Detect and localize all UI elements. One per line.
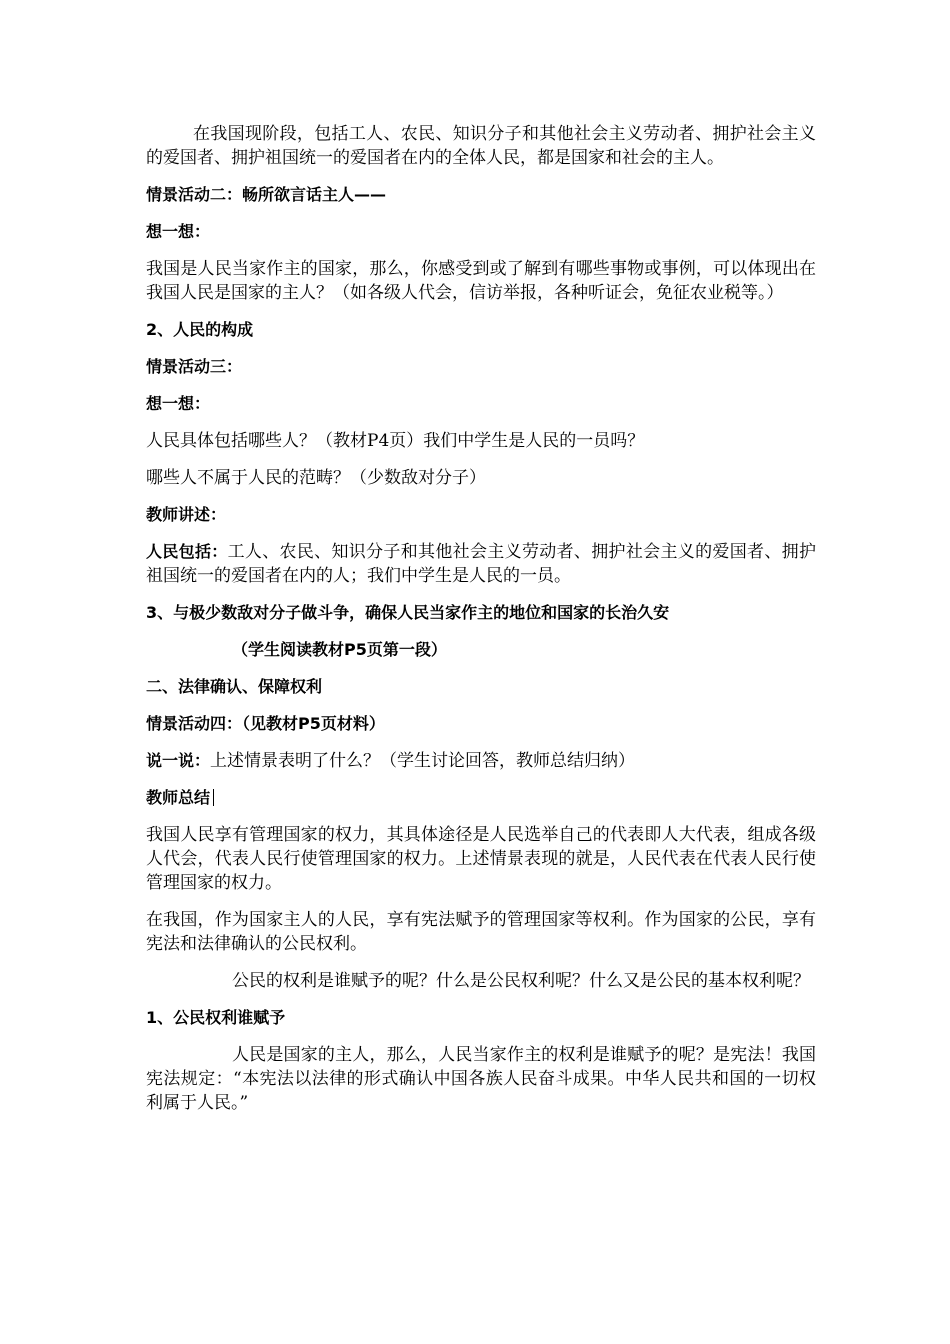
paragraph-lead-label: 人民包括：	[146, 542, 228, 561]
heading-who-grants-rights: 1、公民权利谁赋予	[146, 1008, 286, 1027]
paragraph-constitution-rights: 在我国，作为国家主人的人民，享有宪法赋予的管理国家等权利。作为国家的公民，享有宪法和法律确认的公民权利。	[146, 910, 816, 954]
paragraph-question-who: 人民具体包括哪些人？（教材P4页）我们中学生是人民的一员吗？	[146, 431, 645, 451]
heading-activity-two: 情景活动二：畅所欲言话主人——	[146, 185, 387, 204]
paragraph-body-text: 工人、农民、知识分子和其他社会主义劳动者、拥护社会主义的爱国者、拥护祖国统一的爱国者在内的人；我们中学生是人民的一员。	[146, 542, 816, 586]
heading-text: 教师总结	[146, 788, 211, 807]
heading-think-two: 想一想：	[146, 394, 211, 413]
heading-law-rights: 二、法律确认、保障权利	[146, 677, 323, 696]
paragraph-manage-state-power: 我国人民享有管理国家的权力，其具体途径是人民选举自己的代表即人大代表，组成各级人代会，代表人民行使管理国家的权力。上述情景表现的就是，人民代表在代表人民行使管理国家的权力。	[146, 825, 816, 893]
heading-teacher-talk: 教师讲述：	[146, 505, 227, 524]
paragraph-say-one	[146, 749, 816, 773]
paragraph-constitution-quote: 人民是国家的主人，那么，人民当家作主的权利是谁赋予的呢？是宪法！我国宪法规定：“本宪法以法律的形式确认中国各族人民奋斗成果。中华人民共和国的一切权利属于人民。”	[146, 1045, 816, 1113]
heading-activity-three: 情景活动三：	[146, 357, 243, 376]
heading-teacher-summary	[146, 786, 816, 810]
document-body	[146, 122, 816, 1115]
paragraph-rights-questions: 公民的权利是谁赋予的呢？什么是公民权利呢？什么又是公民的基本权利呢？	[232, 971, 810, 991]
paragraph-lead-label: 说一说：	[146, 751, 211, 770]
heading-read-textbook: （学生阅读教材P5页第一段）	[232, 640, 447, 659]
heading-struggle: 3、与极少数敌对分子做斗争，确保人民当家作主的地位和国家的长治久安	[146, 603, 670, 622]
heading-people-composition: 2、人民的构成	[146, 320, 254, 339]
paragraph-body-text: 上述情景表明了什么？（学生讨论回答，教师总结归纳）	[210, 751, 636, 771]
paragraph-question-not-people: 哪些人不属于人民的范畴？（少数敌对分子）	[146, 468, 486, 488]
paragraph-people-include	[146, 540, 816, 588]
heading-think-one: 想一想：	[146, 222, 211, 241]
paragraph-people-composition-intro: 在我国现阶段，包括工人、农民、知识分子和其他社会主义劳动者、拥护社会主义的爱国者、拥护祖国统一的爱国者在内的全体人民，都是国家和社会的主人。	[146, 124, 816, 168]
heading-activity-four: 情景活动四：（见教材P5页材料）	[146, 714, 385, 733]
paragraph-think-question: 我国是人民当家作主的国家，那么，你感受到或了解到有哪些事物或事例，可以体现出在我国人民是国家的主人？（如各级人代会，信访举报，各种听证会，免征农业税等。）	[146, 259, 816, 303]
text-cursor	[213, 789, 214, 806]
